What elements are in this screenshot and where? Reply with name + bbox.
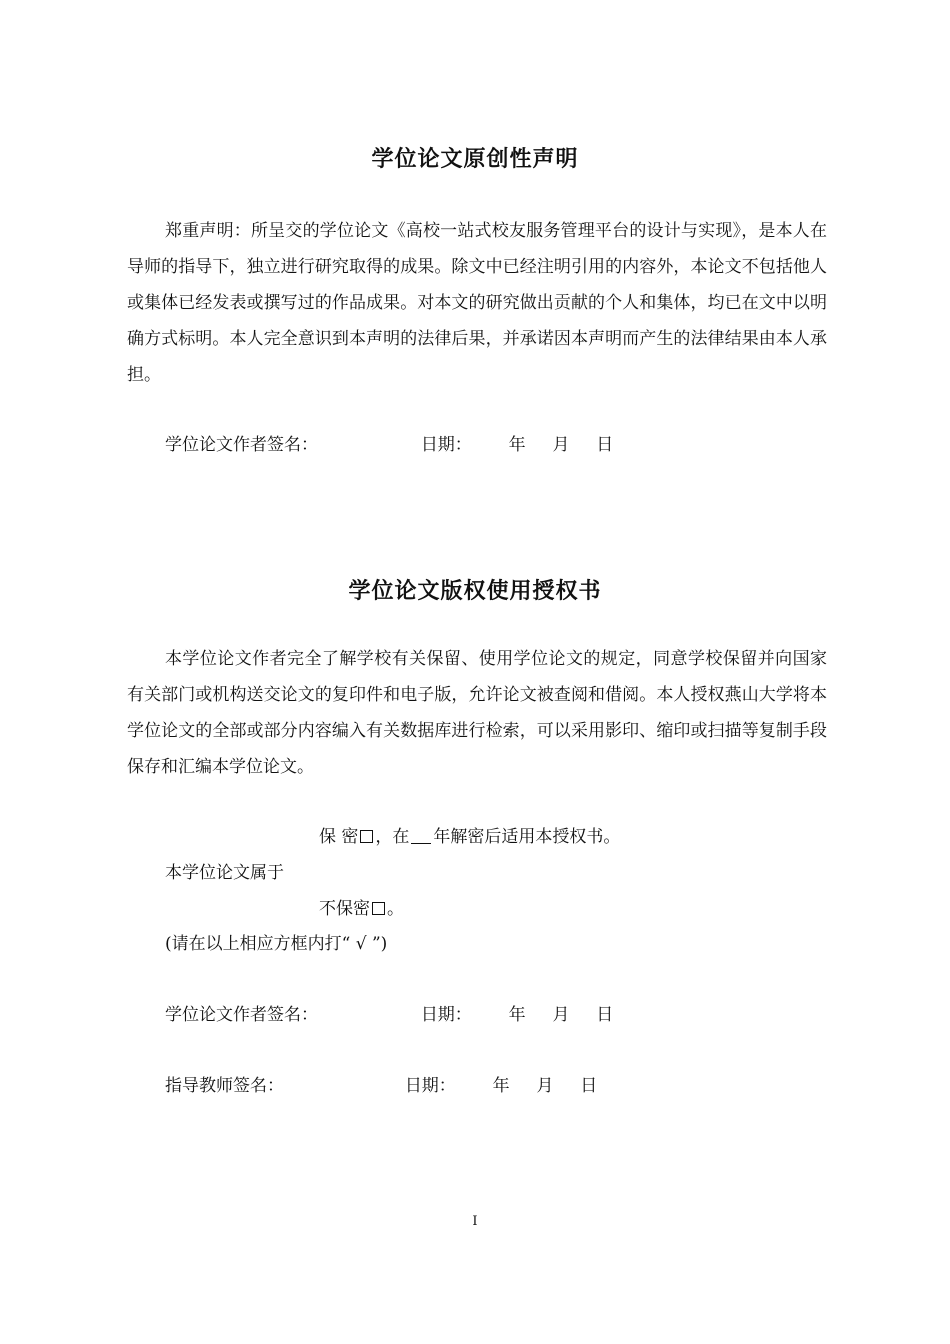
declaration-title: 学位论文原创性声明 [371, 147, 579, 172]
date-label: 日期： [404, 1076, 456, 1096]
advisor-signature-label: 指导教师签名： [165, 1076, 284, 1096]
year-label: 年 [508, 435, 526, 455]
year-label: 年 [508, 1005, 526, 1025]
date-label: 日期： [420, 1005, 472, 1025]
day-label: 日 [596, 1005, 614, 1025]
secret-checkbox[interactable] [360, 830, 373, 843]
decrypt-year-blank[interactable] [411, 828, 431, 844]
nonsecret-label: 不保密 [319, 899, 370, 919]
declaration-signature-line [165, 433, 613, 457]
day-label: 日 [580, 1076, 598, 1096]
day-label: 日 [596, 435, 614, 455]
belongs-label: 本学位论文属于 [165, 863, 284, 883]
advisor-signature-line [165, 1074, 597, 1098]
date-label: 日期： [420, 435, 472, 455]
checkbox-instruction: (请在以上相应方框内打“ √ ”) [165, 934, 388, 954]
declaration-body: 郑重声明：所呈交的学位论文《高校一站式校友服务管理平台的设计与实现》，是本人在导师的指导下，独立进行研究取得的成果。除文中已经注明引用的内容外，本论文不包括他人或集体已经发表或撰写过的作品成果。对本文的研究做出贡献的个人和集体，均已在文中以明确方式标明。本人完全意识到本声明的法律后果，并承诺因本声明而产生的法律结果由本人承担。 [127, 221, 827, 385]
nonsecret-checkbox[interactable] [372, 902, 385, 915]
month-label: 月 [552, 1005, 570, 1025]
month-label: 月 [552, 435, 570, 455]
month-label: 月 [536, 1076, 554, 1096]
author-signature-label: 学位论文作者签名： [165, 1005, 318, 1025]
authorization-title: 学位论文版权使用授权书 [348, 579, 602, 604]
year-label: 年 [492, 1076, 510, 1096]
nonsecret-option: 不保密 。 [319, 899, 404, 919]
author-signature-line [165, 1003, 613, 1027]
secret-option: 保 密 ，在 年解密后适用本授权书。 [319, 827, 621, 847]
signature-label: 学位论文作者签名： [165, 435, 318, 455]
secret-label: 保 密 [319, 827, 359, 847]
authorization-body: 本学位论文作者完全了解学校有关保留、使用学位论文的规定，同意学校保留并向国家有关部门或机构送交论文的复印件和电子版，允许论文被查阅和借阅。本人授权燕山大学将本学位论文的全部或部分内容编入有关数据库进行检索，可以采用影印、缩印或扫描等复制手段保存和汇编本学位论文。 [127, 649, 827, 777]
page-number: I [472, 1214, 478, 1229]
